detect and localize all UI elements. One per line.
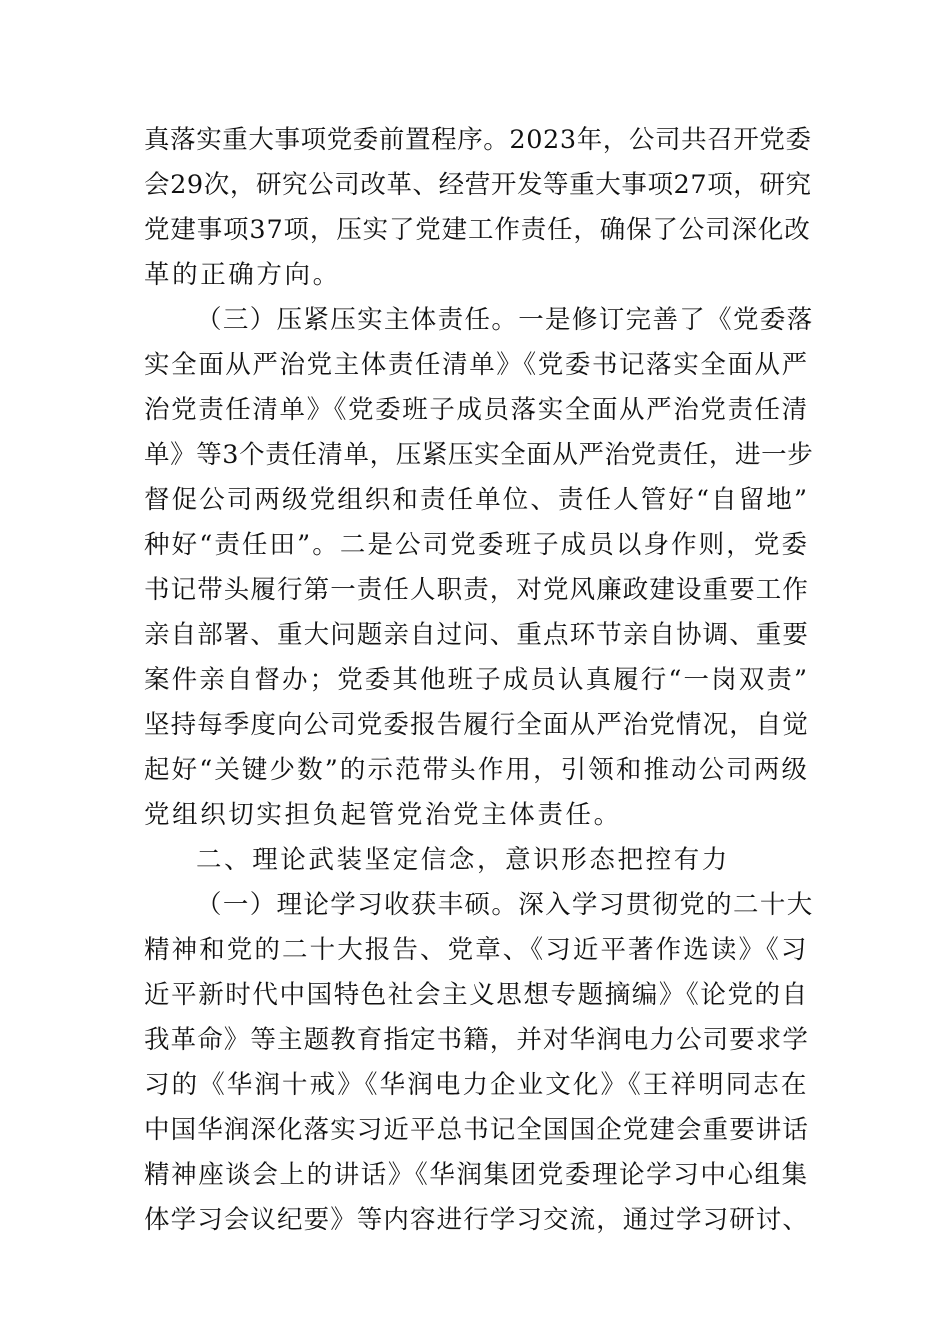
text-line: 坚持每季度向公司党委报告履行全面从严治党情况，自觉 <box>144 710 810 740</box>
text-line: 党建事项37项，压实了党建工作责任，确保了公司深化改 <box>144 215 811 245</box>
text-line: 我革命》等主题教育指定书籍，并对华润电力公司要求学 <box>144 1025 810 1055</box>
text-line: 书记带头履行第一责任人职责，对党风廉政建设重要工作 <box>144 575 810 605</box>
text-line: 会29次，研究公司改革、经营开发等重大事项27项，研究 <box>144 170 812 200</box>
text-line: 党组织切实担负起管党治党主体责任。 <box>144 800 622 830</box>
text-line: 精神座谈会上的讲话》《华润集团党委理论学习中心组集 <box>144 1160 809 1190</box>
text-line: 督促公司两级党组织和责任单位、责任人管好“自留地” <box>144 485 810 515</box>
body-text <box>144 118 814 1243</box>
text-line: 精神和党的二十大报告、党章、《习近平著作选读》《习 <box>144 935 809 965</box>
text-line: 近平新时代中国特色社会主义思想专题摘编》《论党的自 <box>144 980 809 1010</box>
text-line: 单》等3个责任清单，压紧压实全面从严治党责任，进一步 <box>144 440 814 470</box>
text-line: 种好“责任田”。二是公司党委班子成员以身作则，党委 <box>144 530 810 560</box>
text-line: 案件亲自督办；党委其他班子成员认真履行“一岗双责” <box>144 665 810 695</box>
text-line: 起好“关键少数”的示范带头作用，引领和推动公司两级 <box>144 755 810 785</box>
text-line: 体学习会议纪要》等内容进行学习交流，通过学习研讨、 <box>144 1205 810 1235</box>
text-line: 真落实重大事项党委前置程序。2023年，公司共召开党委 <box>144 125 812 155</box>
text-line: 治党责任清单》《党委班子成员落实全面从严治党责任清 <box>144 395 809 425</box>
text-line: 中国华润深化落实习近平总书记全国国企党建会重要讲话 <box>144 1115 810 1145</box>
section-heading: 二、理论武装坚定信念，意识形态把控有力 <box>196 845 730 875</box>
paragraph-heading: （三）压紧压实主体责任。一是修订完善了《党委落 <box>196 305 814 335</box>
text-line: 实全面从严治党主体责任清单》《党委书记落实全面从严 <box>144 350 809 380</box>
text-line: 习的《华润十戒》《华润电力企业文化》《王祥明同志在 <box>144 1070 809 1100</box>
paragraph-heading: （一）理论学习收获丰硕。深入学习贯彻党的二十大 <box>196 890 814 920</box>
text-line: 革的正确方向。 <box>144 260 341 290</box>
text-line: 亲自部署、重大问题亲自过问、重点环节亲自协调、重要 <box>144 620 810 650</box>
